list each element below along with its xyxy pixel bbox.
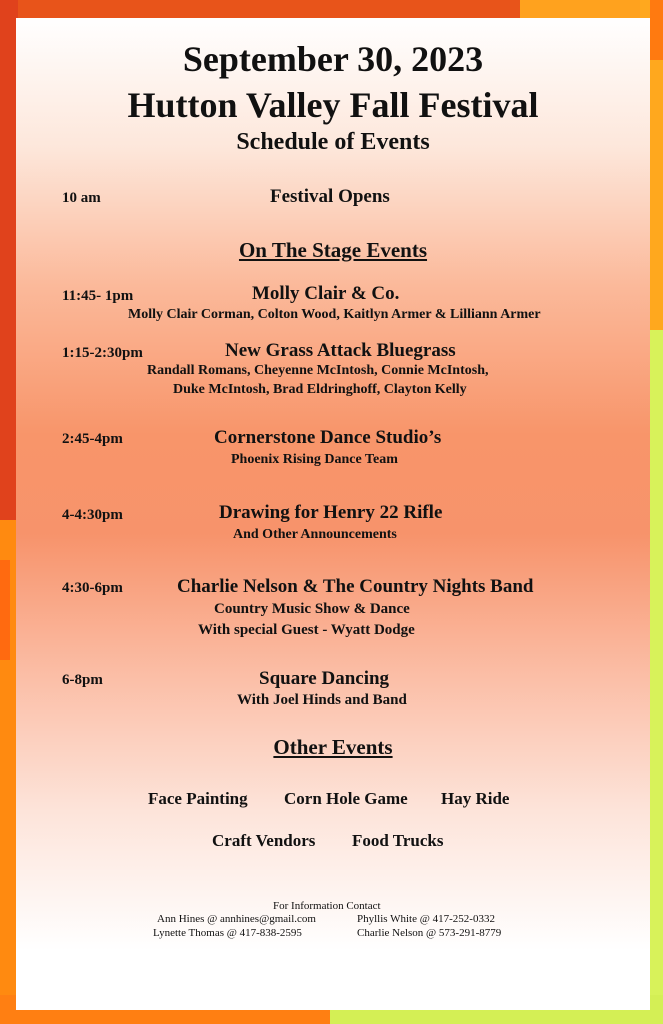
event-detail: With Joel Hinds and Band: [237, 692, 407, 708]
event-title: Molly Clair & Co.: [252, 283, 400, 304]
other-event: Craft Vendors: [212, 831, 316, 850]
event-title: Drawing for Henry 22 Rifle: [219, 502, 443, 523]
other-event: Face Painting: [148, 789, 248, 808]
schedule-heading: Schedule of Events: [236, 129, 430, 155]
contact-entry: Ann Hines @ annhines@gmail.com: [157, 913, 316, 925]
festival-title: Hutton Valley Fall Festival: [127, 85, 539, 125]
event-detail: Phoenix Rising Dance Team: [231, 452, 398, 467]
event-title: Charlie Nelson & The Country Nights Band: [177, 576, 534, 597]
contact-heading: For Information Contact: [273, 900, 381, 912]
event-detail: Country Music Show & Dance: [214, 601, 410, 617]
event-detail: Molly Clair Corman, Colton Wood, Kaitlyn Armer & Lilliann Armer: [128, 307, 541, 322]
event-time: 2:45-4pm: [62, 431, 123, 447]
event-time: 11:45- 1pm: [62, 288, 134, 304]
event-detail: Randall Romans, Cheyenne McIntosh, Connie McIntosh,: [147, 363, 489, 378]
event-title: New Grass Attack Bluegrass: [225, 340, 456, 361]
event-detail: Duke McIntosh, Brad Eldringhoff, Clayton Kelly: [173, 382, 467, 397]
event-title: Cornerstone Dance Studio’s: [214, 427, 442, 448]
flyer: [16, 18, 650, 1010]
opening-event: Festival Opens: [270, 186, 390, 207]
other-event: Corn Hole Game: [284, 789, 408, 808]
event-detail: And Other Announcements: [233, 527, 397, 542]
other-event: Food Trucks: [352, 831, 444, 850]
event-time: 4:30-6pm: [62, 580, 123, 596]
event-detail: With special Guest - Wyatt Dodge: [198, 622, 415, 638]
other-events-heading: Other Events: [273, 735, 393, 759]
contact-entry: Charlie Nelson @ 573-291-8779: [357, 927, 502, 939]
stage-heading: On The Stage Events: [238, 238, 428, 262]
event-time: 6-8pm: [62, 672, 103, 688]
other-event: Hay Ride: [441, 789, 510, 808]
event-title: Square Dancing: [259, 668, 390, 689]
event-date: September 30, 2023: [182, 39, 484, 79]
contact-entry: Phyllis White @ 417-252-0332: [357, 913, 495, 925]
opening-time: 10 am: [62, 190, 101, 206]
event-time: 4-4:30pm: [62, 507, 123, 523]
event-time: 1:15-2:30pm: [62, 345, 143, 361]
contact-entry: Lynette Thomas @ 417-838-2595: [153, 927, 302, 939]
